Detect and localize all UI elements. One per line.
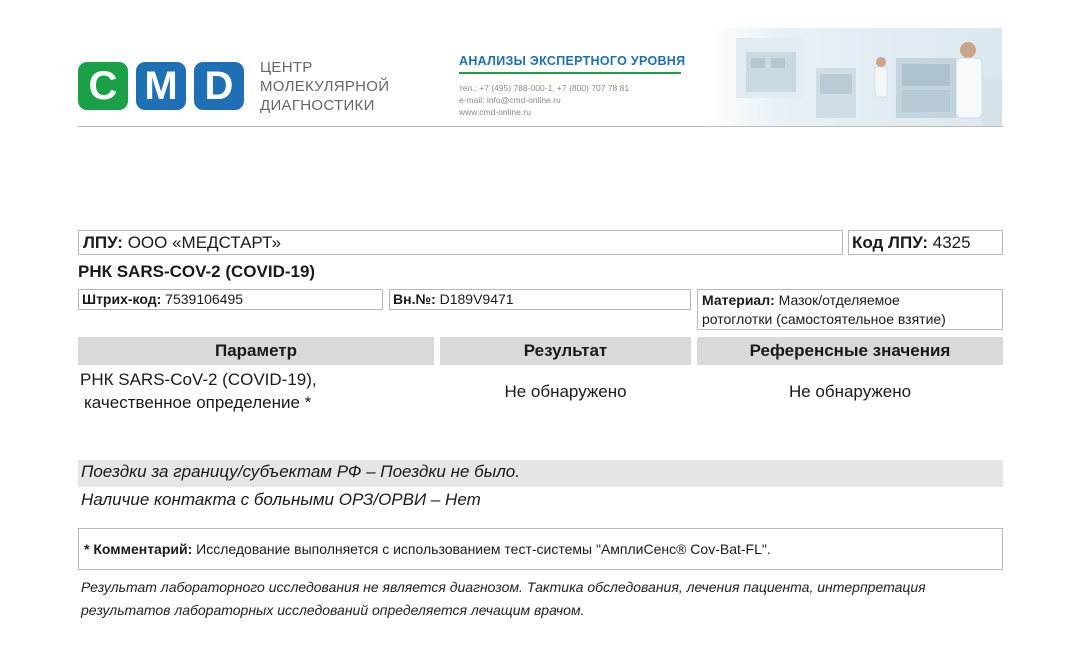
lpu-code-field (848, 230, 1003, 255)
logo-letter-c: C (78, 62, 128, 110)
disclaimer (81, 576, 1001, 622)
logo-text-line: МОЛЕКУЛЯРНОЙ (260, 78, 390, 95)
internal-number-label: Вн.№: (393, 291, 436, 307)
comment-text: Исследование выполняется с использованием тест-системы "АмплиСенс® Cov-Bat-FL". (196, 541, 771, 557)
travel-info: Поездки за границу/субъектам РФ – Поездки не было. (81, 462, 520, 481)
comment-label: * Комментарий: (84, 541, 193, 557)
lpu-label: ЛПУ: (83, 233, 123, 252)
disclaimer-line: Результат лабораторного исследования не является диагнозом. Тактика обследования, лечения пациента, интерпретация (81, 579, 926, 595)
lpu-value: ООО «МЕДСТАРТ» (127, 233, 282, 252)
lpu-code-value: 4325 (932, 233, 971, 252)
lpu-code-label: Код ЛПУ: (852, 233, 929, 252)
barcode-label: Штрих-код: (82, 291, 162, 307)
lpu-field (78, 230, 843, 255)
contact-email: e-mail: info@cmd-online.ru (459, 95, 561, 105)
tagline: АНАЛИЗЫ ЭКСПЕРТНОГО УРОВНЯ (459, 54, 681, 74)
internal-number-field (389, 289, 691, 310)
contact-phone: тел.: +7 (495) 788-000-1, +7 (800) 707 78 81 (459, 83, 630, 93)
disclaimer-line: результатов лабораторных исследований определяется лечащим врачом. (81, 602, 585, 618)
reference-value: Не обнаружено (788, 382, 912, 401)
material-value-line2: ротоглотки (самостоятельное взятие) (702, 311, 946, 327)
header-divider (78, 126, 1003, 127)
logo-text-line: ЦЕНТР (260, 59, 313, 76)
logo-text (260, 58, 389, 115)
lab-photo (706, 28, 1002, 126)
parameter-name-line1: РНК SARS-CoV-2 (COVID-19), (80, 370, 317, 389)
logo-letter-d: D (194, 62, 244, 110)
material-field (697, 289, 1003, 330)
column-header-result: Результат (440, 337, 691, 365)
logo-letter-m: M (136, 62, 186, 110)
material-label: Материал: (702, 292, 775, 308)
logo-text-line: ДИАГНОСТИКИ (260, 97, 375, 114)
contacts (459, 82, 629, 118)
table-row (80, 368, 432, 414)
column-header-reference: Референсные значения (697, 337, 1003, 365)
result-value: Не обнаружено (504, 382, 627, 401)
barcode-field (78, 289, 383, 310)
test-title: РНК SARS-COV-2 (COVID-19) (78, 262, 316, 281)
column-header-parameter: Параметр (78, 337, 434, 365)
contact-website: www.cmd-online.ru (459, 107, 531, 117)
contact-info: Наличие контакта с больными ОРЗ/ОРВИ – Нет (81, 490, 481, 509)
material-value-line1: Мазок/отделяемое (778, 292, 900, 308)
parameter-name-line2: качественное определение * (84, 393, 312, 412)
barcode-value: 7539106495 (165, 291, 244, 307)
comment-box (78, 528, 1003, 570)
internal-number-value: D189V9471 (439, 291, 514, 307)
